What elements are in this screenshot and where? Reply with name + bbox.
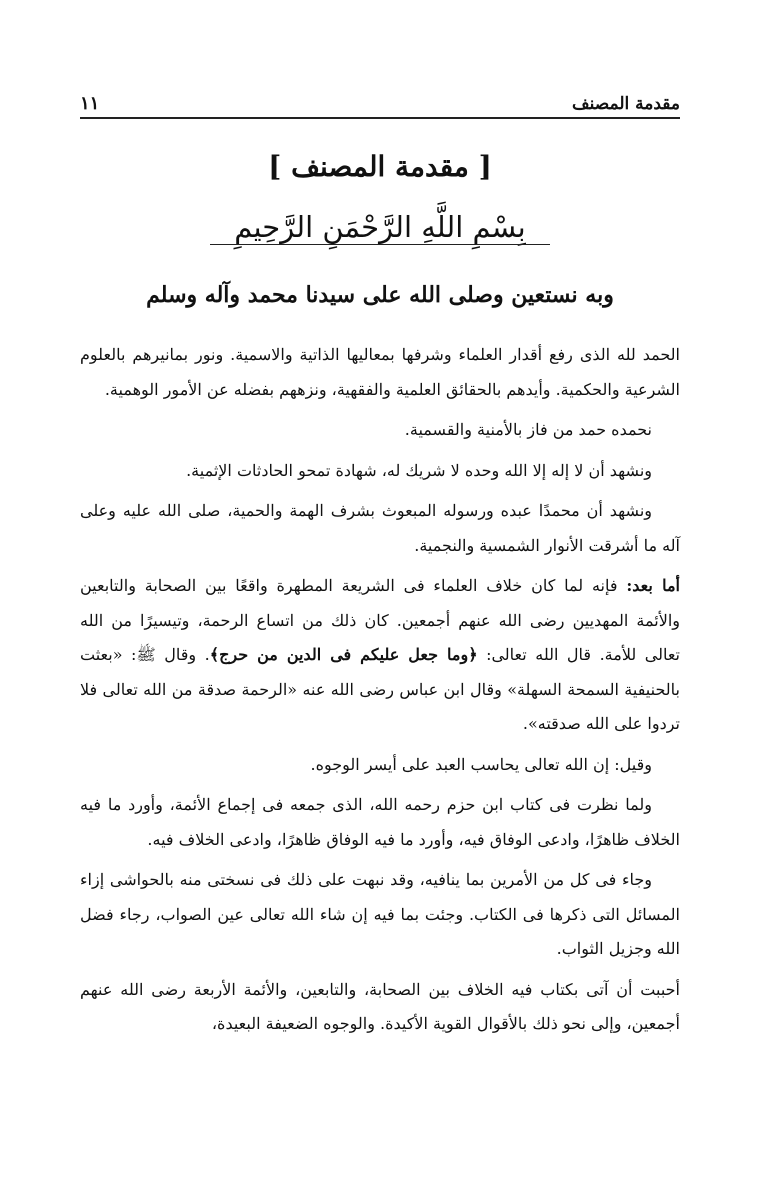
paragraph: نحمده حمد من فاز بالأمنية والقسمية.: [404, 420, 652, 439]
paragraph: [80, 569, 680, 742]
paragraph-text: فإنه لما كان خلاف العلماء فى الشريعة المطهرة واقعًا بين الصحابة والتابعين والأئمة المهديين رضى الله عنهم أجمعين. كان ذلك من اتساع الرحمة، وتيسيرًا من الله تعالى للأمة. قال الله تعالى:: [80, 576, 681, 664]
paragraph: وقيل: إن الله تعالى يحاسب العبد على أيسر الوجوه.: [310, 754, 652, 774]
paragraph: أحببت أن آتى بكتاب فيه الخلاف بين الصحابة، والتابعين، والأئمة الأربعة رضى الله عنهم أجمعين، وإلى نحو ذلك بالأقوال القوية الأكيدة. والوجوه الضعيفة البعيدة،: [80, 979, 680, 1033]
page-number: ١١: [80, 93, 100, 114]
running-head: [80, 80, 680, 114]
paragraph: ونشهد أن لا إله إلا الله وحده لا شريك له، شهادة تمحو الحادثات الإثمية.: [186, 460, 652, 480]
paragraph-text: . وقال ﷺ: «بعثت بالحنيفية السمحة السهلة» وقال ابن عباس رضى الله عنه «الرحمة صدقة من الله تعالى فلا تردوا على الله صدقته».: [80, 645, 680, 733]
basmala: بِسْمِ اللَّهِ الرَّحْمَنِ الرَّحِيمِ: [234, 210, 526, 244]
paragraph: ولما نظرت فى كتاب ابن حزم رحمه الله، الذى جمعه فى إجماع الأئمة، وأورد ما فيه الخلاف ظاهرًا، وادعى الوفاق فيه، وأورد ما فيه الوفاق ظاهرًا، وادعى الخلاف فيه.: [80, 795, 680, 849]
paragraph: ونشهد أن محمدًا عبده ورسوله المبعوث بشرف الهمة والحمية، صلى الله عليه وعلى آله ما أشرقت الأنوار الشمسية والنجمية.: [80, 501, 680, 555]
running-title: مقدمة المصنف: [572, 94, 680, 114]
paragraph-lead: أما بعد:: [626, 576, 680, 595]
chapter-title: [ مقدمة المصنف ]: [268, 150, 492, 183]
paragraph: وجاء فى كل من الأمرين بما ينافيه، وقد نبهت على ذلك فى نسختى منه بالحواشى إزاء المسائل التى ذكرها فى الكتاب. وجئت بما فيه إن شاء الله تعالى عين الصواب، رجاء فضل الله وجزيل الثواب.: [80, 870, 680, 958]
header-rule: [80, 117, 680, 119]
basmala-underline: [210, 244, 550, 245]
invocation-line: وبه نستعين وصلى الله على سيدنا محمد وآله وسلم: [146, 282, 614, 308]
quran-verse: ﴿وما جعل عليكم فى الدين من حرج﴾: [209, 645, 478, 664]
paragraph: الحمد لله الذى رفع أقدار العلماء وشرفها بمعاليها الذاتية والاسمية. ونور بمانيرهم بالعلوم الشرعية والحكمية. وأيدهم بالحقائق العلمية والفقهية، ونزههم بفضله عن الأمور الوهمية.: [80, 345, 680, 399]
body-text: [80, 338, 680, 1048]
